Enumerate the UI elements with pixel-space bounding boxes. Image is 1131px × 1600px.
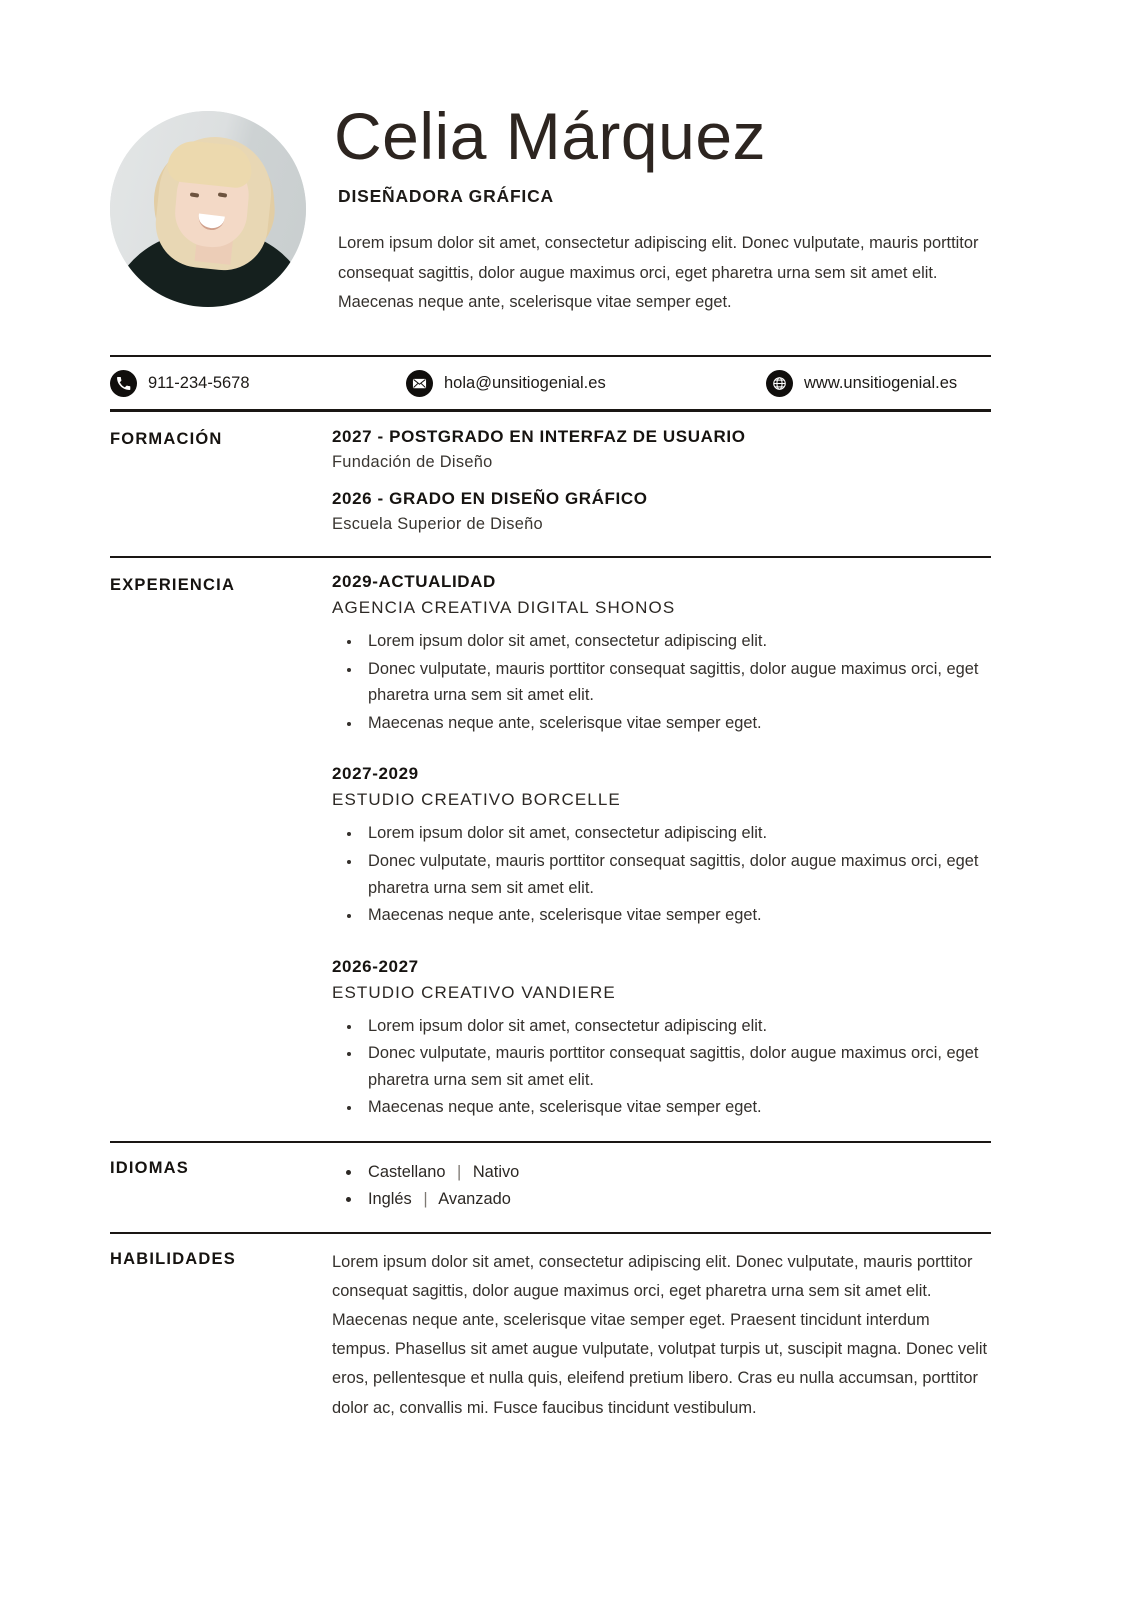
globe-icon <box>766 370 793 397</box>
list-item <box>362 1186 991 1213</box>
education-entry <box>332 488 991 534</box>
contact-website[interactable] <box>766 370 991 397</box>
profile-photo <box>110 111 306 307</box>
experience-company: AGENCIA CREATIVA DIGITAL SHONOS <box>332 598 676 618</box>
experience-entry <box>332 572 991 736</box>
experience-entry <box>332 764 991 928</box>
list-item: • Lorem ipsum dolor sit amet, consectetur adipiscing elit. <box>362 1013 991 1040</box>
section-body-habilidades <box>332 1234 991 1439</box>
education-school: Fundación de Diseño <box>332 453 493 472</box>
phone-icon <box>110 370 137 397</box>
contact-bar <box>0 357 1131 409</box>
experience-company: ESTUDIO CREATIVO VANDIERE <box>332 982 616 1002</box>
list-item: • Maecenas neque ante, scelerisque vitae semper eget. <box>362 1094 991 1121</box>
job-title: DISEÑADORA GRÁFICA <box>338 186 554 207</box>
experience-dates: 2027-2029 <box>332 764 419 784</box>
profile-summary: Lorem ipsum dolor sit amet, consectetur adipiscing elit. Donec vulputate, mauris porttitor consequat sagittis, dolor augue maximus orci, eget pharetra urna sem sit amet elit. Maecenas neque ante, scelerisque vitae semper eget. <box>338 234 979 311</box>
contact-phone[interactable] <box>110 370 406 397</box>
section-body-experiencia <box>332 558 991 1141</box>
education-entry <box>332 426 991 472</box>
list-item <box>362 1159 991 1186</box>
contact-email[interactable] <box>406 370 766 397</box>
page-title: Celia Márquez <box>334 99 767 173</box>
experience-dates: 2026-2027 <box>332 956 419 976</box>
section-label-habilidades: HABILIDADES <box>110 1249 236 1268</box>
experience-dates: 2029-ACTUALIDAD <box>332 572 496 592</box>
list-item: • Maecenas neque ante, scelerisque vitae semper eget. <box>362 710 991 737</box>
section-label-experiencia: EXPERIENCIA <box>110 576 236 595</box>
list-item: • Donec vulputate, mauris porttitor consequat sagittis, dolor augue maximus orci, eget pharetra urna sem sit amet elit. <box>362 848 991 901</box>
language-name: Castellano <box>368 1163 446 1182</box>
list-item: • Maecenas neque ante, scelerisque vitae semper eget. <box>362 902 991 929</box>
section-body-idiomas <box>332 1143 991 1231</box>
skills-paragraph: Lorem ipsum dolor sit amet, consectetur adipiscing elit. Donec vulputate, mauris porttitor consequat sagittis, dolor augue maximus orci, eget pharetra urna sem sit amet elit. Maecenas neque ante, scelerisque vitae semper eget. Praesent tincidunt interdum tempus. Phasellus sit amet augue vulputate, volutpat turpis ut, suscipit magna. Donec velit eros, pellentesque et nulla quis, eleifend pretium libero. Cras eu nulla accumsan, porttitor dolor ac, convallis mi. Fusce faucibus tincidunt vestibulum. <box>332 1252 988 1417</box>
experience-bullet-list <box>332 628 991 736</box>
section-label-formacion: FORMACIÓN <box>110 429 223 448</box>
language-separator: | <box>457 1163 462 1182</box>
experience-bullet-list <box>332 1013 991 1121</box>
list-item: • Lorem ipsum dolor sit amet, consectetur adipiscing elit. <box>362 820 991 847</box>
list-item: • Lorem ipsum dolor sit amet, consectetur adipiscing elit. <box>362 628 991 655</box>
experience-company: ESTUDIO CREATIVO BORCELLE <box>332 790 621 810</box>
section-idiomas <box>0 1143 1131 1231</box>
education-title: 2027 - POSTGRADO EN INTERFAZ DE USUARIO <box>332 426 746 446</box>
section-label-idiomas: IDIOMAS <box>110 1159 189 1178</box>
list-item: • Donec vulputate, mauris porttitor consequat sagittis, dolor augue maximus orci, eget pharetra urna sem sit amet elit. <box>362 1040 991 1093</box>
contact-website-value: www.unsitiogenial.es <box>804 373 958 392</box>
experience-bullet-list <box>332 820 991 928</box>
list-item: • Donec vulputate, mauris porttitor consequat sagittis, dolor augue maximus orci, eget pharetra urna sem sit amet elit. <box>362 656 991 709</box>
language-list <box>332 1159 991 1213</box>
envelope-icon <box>406 370 433 397</box>
language-name: Inglés <box>368 1190 412 1209</box>
contact-phone-value: 911-234-5678 <box>148 373 250 392</box>
resume-header <box>0 0 1131 317</box>
header-text-block <box>334 99 991 317</box>
contact-email-value: hola@unsitiogenial.es <box>444 373 606 392</box>
section-formacion <box>0 412 1131 556</box>
language-separator: | <box>423 1190 428 1209</box>
section-experiencia <box>0 558 1131 1141</box>
experience-entry <box>332 957 991 1121</box>
education-school: Escuela Superior de Diseño <box>332 515 543 534</box>
language-level: Nativo <box>472 1163 520 1182</box>
language-level: Avanzado <box>438 1190 511 1209</box>
education-title: 2026 - GRADO EN DISEÑO GRÁFICO <box>332 489 648 509</box>
section-body-formacion <box>332 412 991 556</box>
section-habilidades <box>0 1234 1131 1439</box>
